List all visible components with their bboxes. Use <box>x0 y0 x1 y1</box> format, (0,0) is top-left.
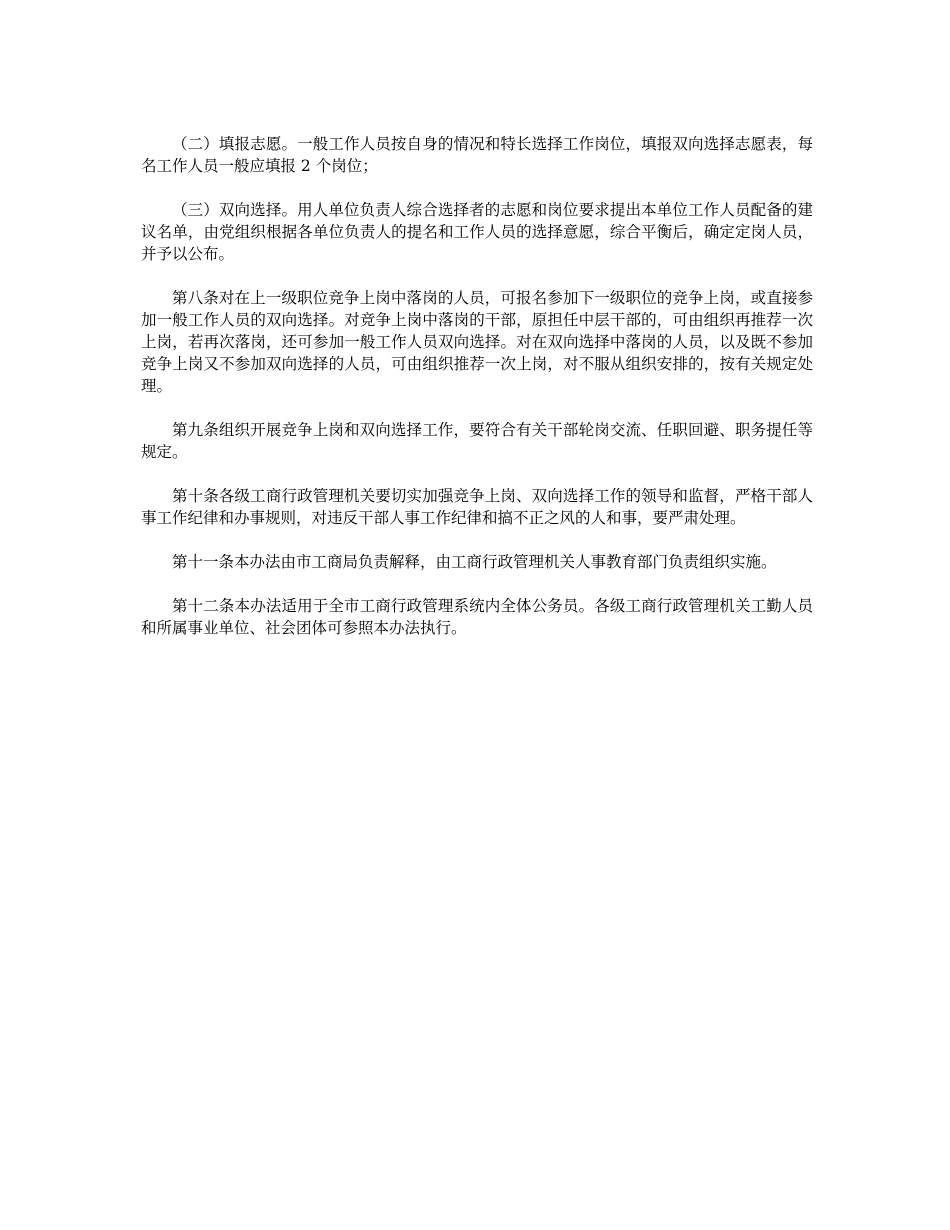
document-body <box>141 133 813 661</box>
paragraph-article-9: 第九条组织开展竞争上岗和双向选择工作，要符合有关干部轮岗交流、任职回避、职务提任等规定。 <box>141 421 813 461</box>
paragraph-article-11: 第十一条本办法由市工商局负责解释，由工商行政管理机关人事教育部门负责组织实施。 <box>172 553 777 571</box>
paragraph-article-12: 第十二条本办法适用于全市工商行政管理系统内全体公务员。各级工商行政管理机关工勤人员和所属事业单位、社会团体可参照本办法执行。 <box>141 597 813 637</box>
paragraph-fill-preferences: （二）填报志愿。一般工作人员按自身的情况和特长选择工作岗位，填报双向选择志愿表，每名工作人员一般应填报 2 个岗位； <box>141 135 813 175</box>
paragraph-article-8: 第八条对在上一级职位竞争上岗中落岗的人员，可报名参加下一级职位的竞争上岗，或直接参加一般工作人员的双向选择。对竞争上岗中落岗的干部，原担任中层干部的，可由组织再推荐一次上岗，若再次落岗，还可参加一般工作人员双向选择。对在双向选择中落岗的人员，以及既不参加竞争上岗又不参加双向选择的人员，可由组织推荐一次上岗，对不服从组织安排的，按有关规定处理。 <box>141 289 813 395</box>
paragraph-article-10: 第十条各级工商行政管理机关要切实加强竞争上岗、双向选择工作的领导和监督，严格干部人事工作纪律和办事规则，对违反干部人事工作纪律和搞不正之风的人和事，要严肃处理。 <box>141 487 813 527</box>
paragraph-two-way-selection: （三）双向选择。用人单位负责人综合选择者的志愿和岗位要求提出本单位工作人员配备的建议名单，由党组织根据各单位负责人的提名和工作人员的选择意愿，综合平衡后，确定定岗人员，并予以公布。 <box>141 201 813 263</box>
